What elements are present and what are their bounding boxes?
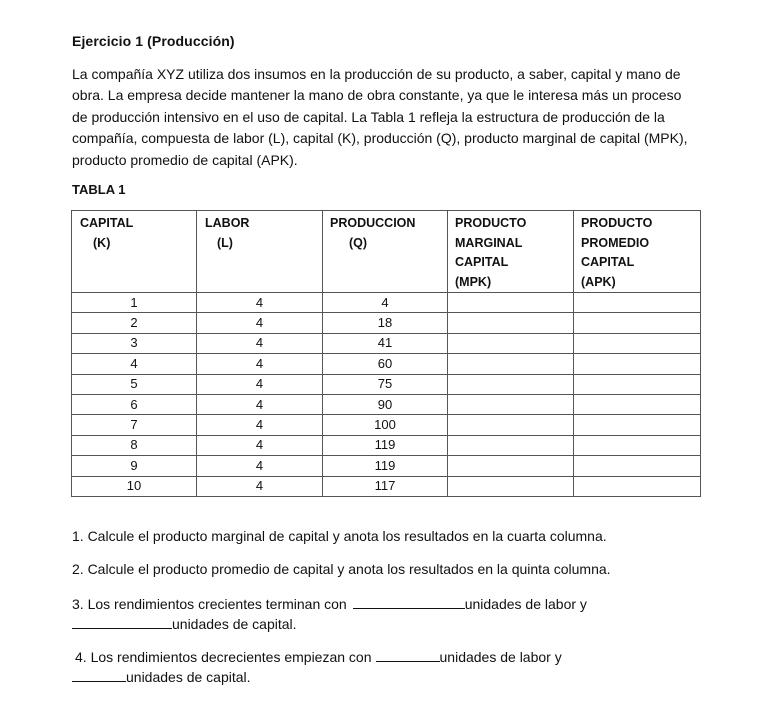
cell-labor: 4 — [197, 333, 323, 353]
cell-produccion: 18 — [323, 313, 448, 333]
cell-produccion: 117 — [323, 476, 448, 496]
table-row — [72, 456, 701, 476]
cell-mpk[interactable] — [448, 394, 574, 414]
cell-mpk[interactable] — [448, 293, 574, 313]
cell-mpk[interactable] — [448, 415, 574, 435]
cell-labor: 4 — [197, 313, 323, 333]
cell-labor: 4 — [197, 435, 323, 455]
cell-mpk[interactable] — [448, 354, 574, 374]
cell-produccion: 119 — [323, 456, 448, 476]
question-4-continued — [72, 667, 251, 685]
question-3-text-a: 3. Los rendimientos crecientes terminan con — [72, 596, 347, 612]
cell-capital: 3 — [72, 333, 197, 353]
table-row — [72, 293, 701, 313]
question-2: 2. Calcule el producto promedio de capital y anota los resultados en la quinta columna. — [72, 561, 611, 577]
cell-labor: 4 — [197, 354, 323, 374]
cell-produccion: 60 — [323, 354, 448, 374]
question-4 — [75, 647, 562, 665]
table-row — [72, 476, 701, 496]
question-3-text-b: unidades de labor y — [464, 596, 587, 612]
blank-capital-decreasing[interactable] — [72, 667, 126, 682]
cell-mpk[interactable] — [448, 313, 574, 333]
table-row — [72, 435, 701, 455]
cell-apk[interactable] — [574, 435, 701, 455]
cell-capital: 10 — [72, 476, 197, 496]
cell-mpk[interactable] — [448, 435, 574, 455]
cell-capital: 9 — [72, 456, 197, 476]
cell-apk[interactable] — [574, 313, 701, 333]
cell-capital: 6 — [72, 394, 197, 414]
question-3 — [72, 594, 587, 612]
exercise-title: Ejercicio 1 (Producción) — [72, 33, 235, 49]
cell-apk[interactable] — [574, 293, 701, 313]
question-1: 1. Calcule el producto marginal de capital y anota los resultados en la cuarta columna. — [72, 528, 607, 544]
cell-produccion: 75 — [323, 374, 448, 394]
cell-produccion: 4 — [323, 293, 448, 313]
question-4-text-c: unidades de capital. — [126, 669, 251, 685]
cell-produccion: 90 — [323, 394, 448, 414]
cell-produccion: 119 — [323, 435, 448, 455]
cell-apk[interactable] — [574, 476, 701, 496]
cell-apk[interactable] — [574, 456, 701, 476]
cell-mpk[interactable] — [448, 333, 574, 353]
cell-capital: 4 — [72, 354, 197, 374]
table-row — [72, 313, 701, 333]
cell-labor: 4 — [197, 415, 323, 435]
header-apk: PRODUCTO PROMEDIO CAPITAL (APK) — [574, 211, 701, 293]
cell-mpk[interactable] — [448, 476, 574, 496]
table-row — [72, 354, 701, 374]
header-mpk: PRODUCTO MARGINAL CAPITAL (MPK) — [448, 211, 574, 293]
table-header-row — [72, 211, 701, 293]
cell-labor: 4 — [197, 374, 323, 394]
table-row — [72, 394, 701, 414]
cell-apk[interactable] — [574, 415, 701, 435]
header-labor: LABOR (L) — [197, 211, 323, 293]
cell-capital: 2 — [72, 313, 197, 333]
cell-capital: 1 — [72, 293, 197, 313]
cell-labor: 4 — [197, 394, 323, 414]
cell-apk[interactable] — [574, 354, 701, 374]
table-body — [72, 293, 701, 497]
production-table — [71, 210, 701, 497]
question-3-text-c: unidades de capital. — [172, 616, 297, 632]
table-row — [72, 374, 701, 394]
cell-capital: 8 — [72, 435, 197, 455]
cell-produccion: 100 — [323, 415, 448, 435]
header-capital: CAPITAL (K) — [72, 211, 197, 293]
cell-mpk[interactable] — [448, 374, 574, 394]
table-row — [72, 415, 701, 435]
cell-apk[interactable] — [574, 333, 701, 353]
question-3-continued — [72, 614, 297, 632]
cell-produccion: 41 — [323, 333, 448, 353]
cell-capital: 7 — [72, 415, 197, 435]
cell-apk[interactable] — [574, 374, 701, 394]
cell-labor: 4 — [197, 293, 323, 313]
cell-mpk[interactable] — [448, 456, 574, 476]
table-row — [72, 333, 701, 353]
question-4-text-a: 4. Los rendimientos decrecientes empiezan con — [75, 649, 372, 665]
blank-labor-decreasing[interactable] — [376, 647, 440, 662]
table-label: TABLA 1 — [72, 182, 126, 197]
cell-capital: 5 — [72, 374, 197, 394]
intro-paragraph: La compañía XYZ utiliza dos insumos en la producción de su producto, a saber, capital y mano de obra. La empresa decide mantener la mano de obra constante, ya que le interesa más un proceso de producción intensivo en el uso de capital. La Tabla 1 refleja la estructura de producción de la compañía, compuesta de labor (L), capital (K), producción (Q), producto marginal de capital (MPK), producto promedio de capital (APK). — [72, 66, 688, 168]
question-4-text-b: unidades de labor y — [439, 649, 562, 665]
cell-labor: 4 — [197, 456, 323, 476]
cell-labor: 4 — [197, 476, 323, 496]
blank-capital-increasing[interactable] — [72, 614, 172, 629]
blank-labor-increasing[interactable] — [353, 594, 465, 609]
header-produccion: PRODUCCION (Q) — [323, 211, 448, 293]
cell-apk[interactable] — [574, 394, 701, 414]
